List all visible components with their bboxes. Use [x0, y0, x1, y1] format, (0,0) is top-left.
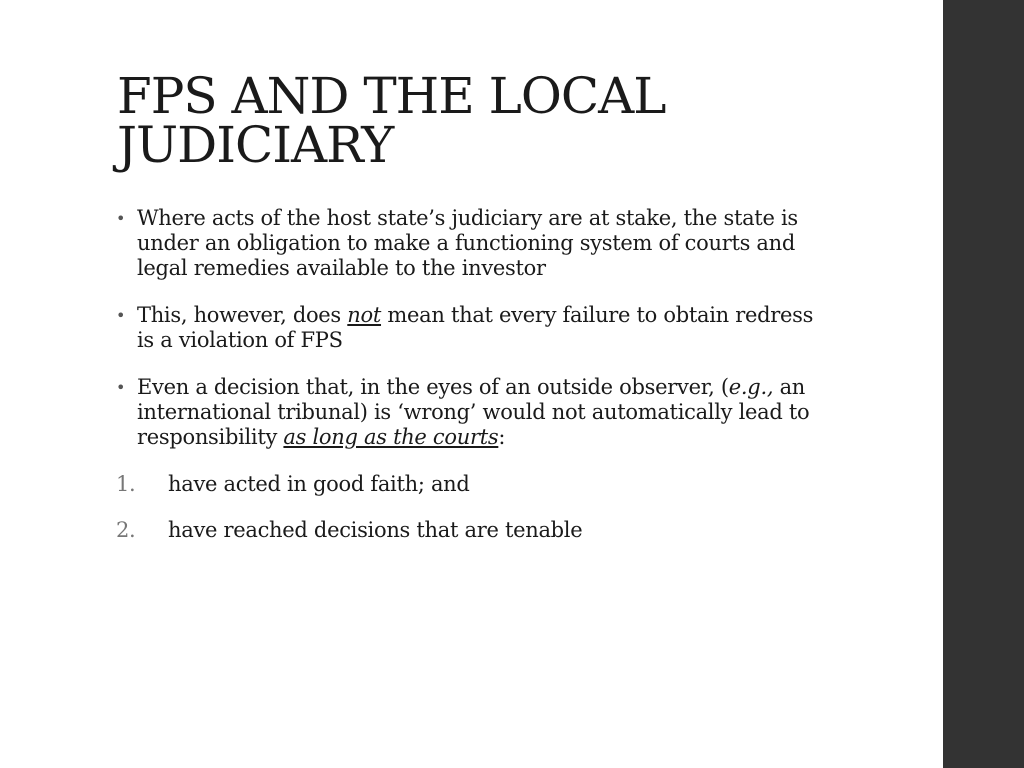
side-accent-band — [943, 0, 1024, 768]
slide-body — [116, 206, 836, 564]
bullet-item — [116, 303, 836, 353]
bullet-dot-icon: • — [116, 378, 126, 397]
bullet-text-part: mean that every failure to obtain redress is a violation of FPS — [137, 303, 814, 352]
bullet-text — [137, 303, 836, 353]
bullet-emphasis: as long as the courts — [283, 425, 499, 449]
numbered-marker: 2. — [116, 518, 136, 542]
numbered-text: have reached decisions that are tenable — [168, 518, 583, 542]
numbered-item — [116, 518, 836, 543]
bullet-emphasis: not — [347, 303, 382, 327]
bullet-italic: e.g., — [728, 375, 774, 399]
bullet-text-part: This, however, does — [137, 303, 348, 327]
slide-title — [117, 67, 917, 174]
bullet-item — [116, 206, 836, 281]
bullet-text-part: an international tribunal) is ‘wrong’ would not automatically lead to responsibility — [137, 375, 810, 449]
bullet-text: Where acts of the host state’s judiciary are at stake, the state is under an obligation to make a functioning system of courts and legal remedies available to the investor — [137, 206, 798, 280]
bullet-item — [116, 375, 836, 450]
bullet-dot-icon: • — [116, 306, 126, 325]
bullet-text-part: : — [498, 425, 506, 449]
numbered-marker: 1. — [116, 472, 136, 496]
bullet-text-part: Even a decision that, in the eyes of an outside observer, ( — [137, 375, 729, 399]
slide-title-line-2: JUDICIARY — [117, 116, 394, 174]
numbered-item — [116, 472, 836, 497]
numbered-text: have acted in good faith; and — [168, 472, 470, 496]
bullet-text — [137, 375, 836, 450]
slide-title-line-1: FPS AND THE LOCAL — [117, 67, 666, 125]
bullet-dot-icon: • — [116, 209, 126, 228]
